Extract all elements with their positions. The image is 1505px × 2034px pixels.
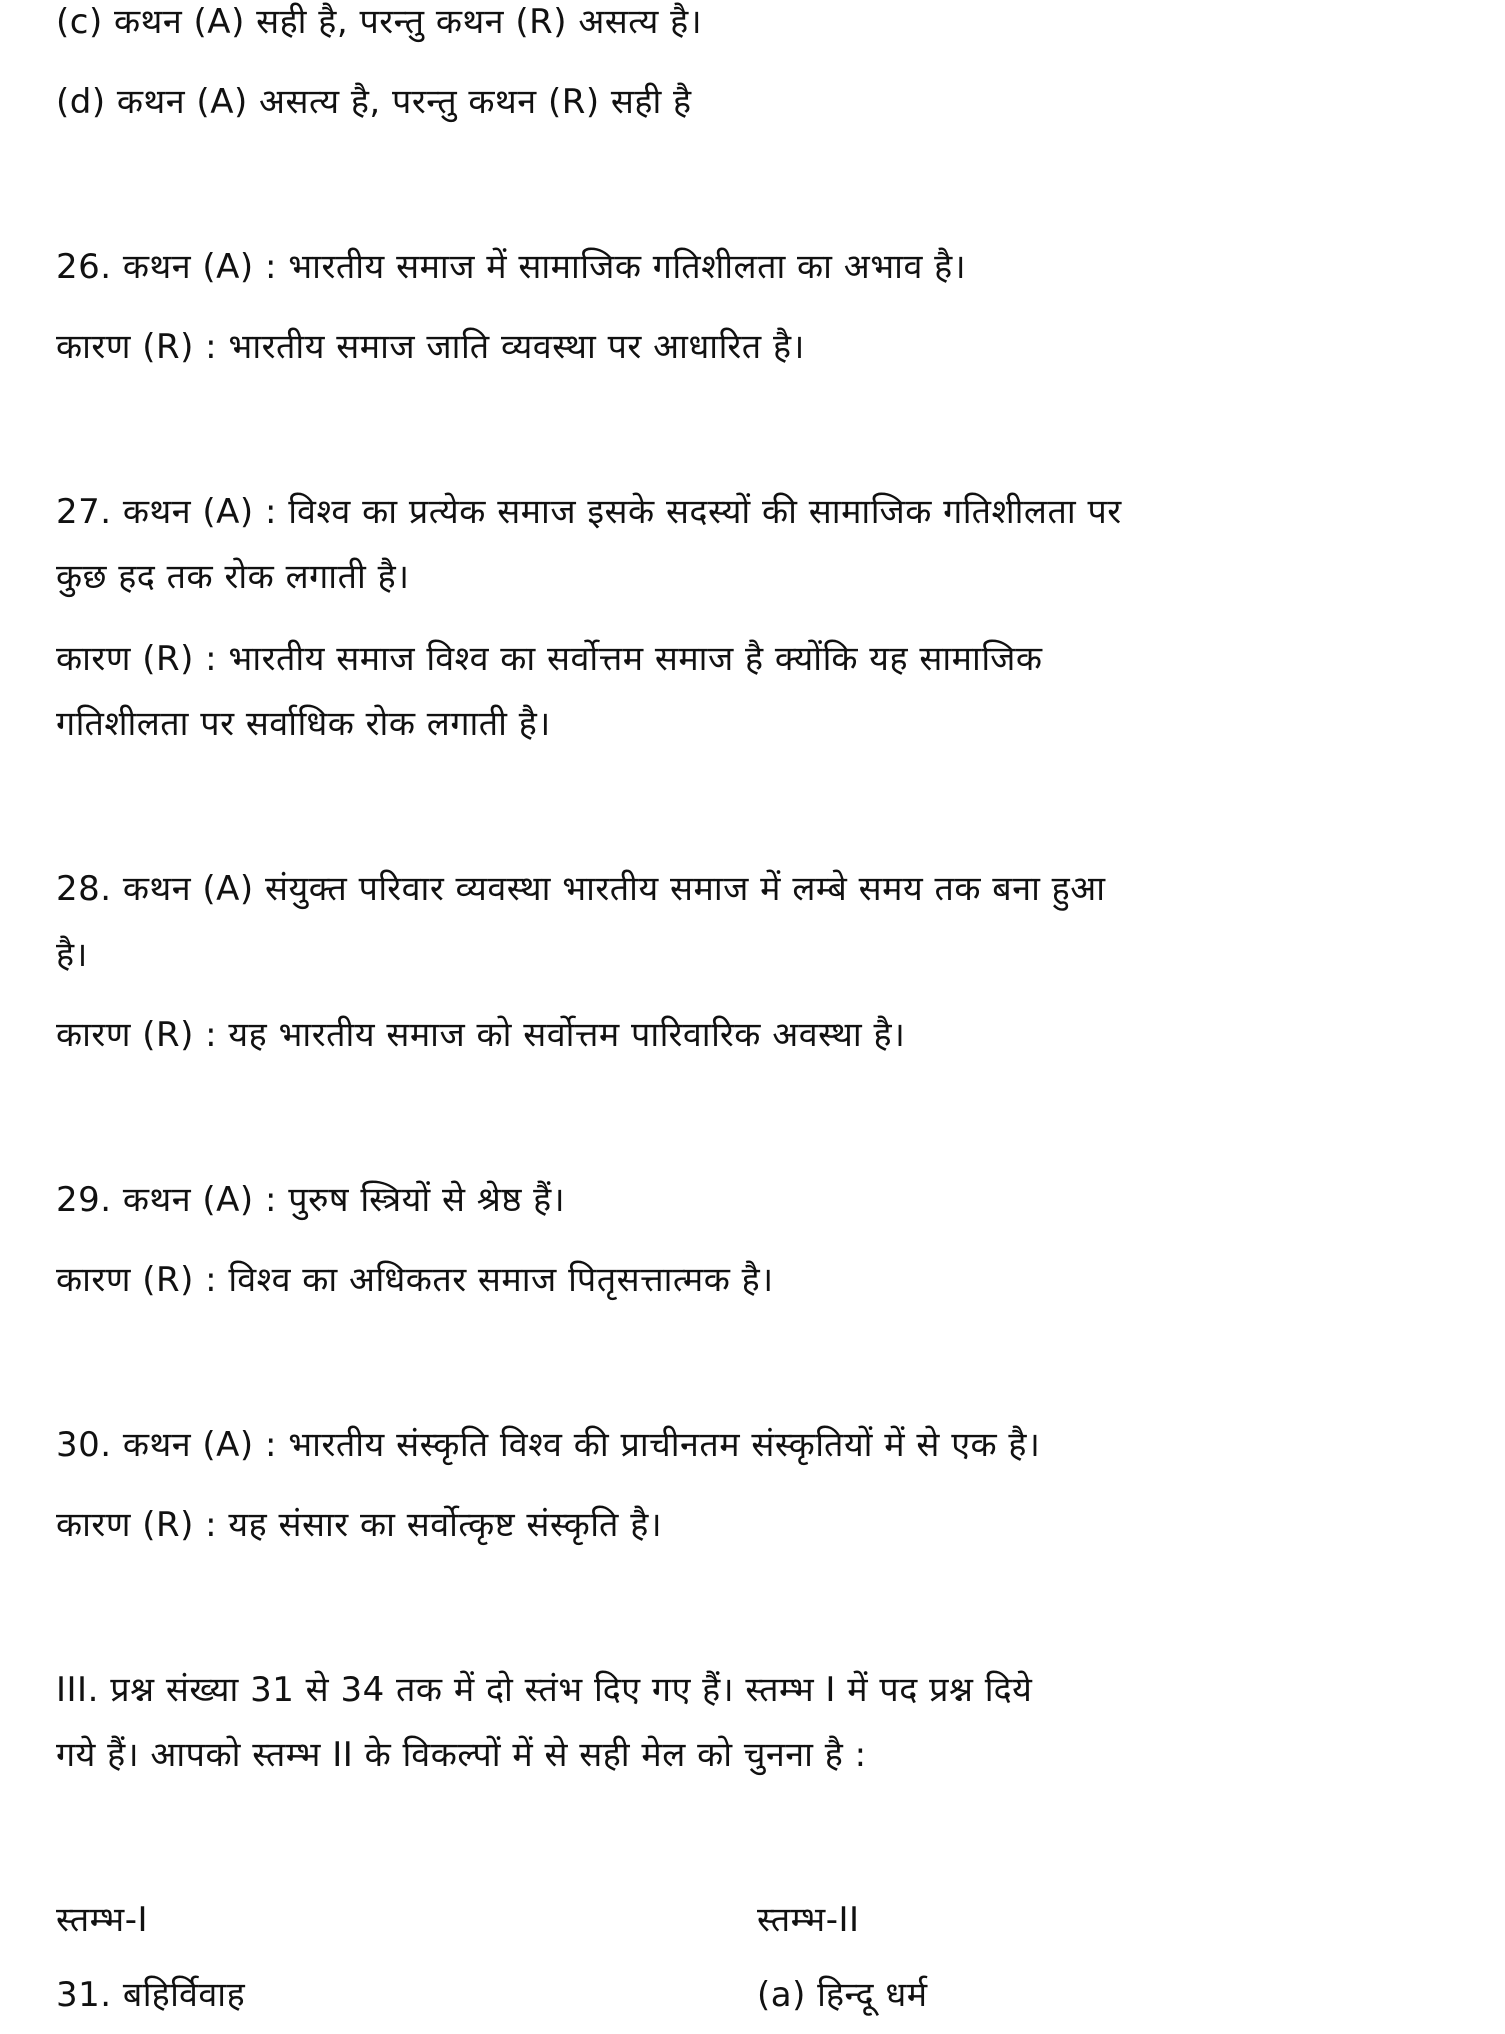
row1-left: 31. बहिर्विवाह: [56, 1975, 246, 2015]
q27-reason-line1: कारण (R) : भारतीय समाज विश्व का सर्वोत्तम समाज है क्योंकि यह सामाजिक: [56, 639, 1043, 679]
q27-assertion-line1: 27. कथन (A) : विश्व का प्रत्येक समाज इसके सदस्यों की सामाजिक गतिशीलता पर: [56, 492, 1122, 532]
q26-assertion: 26. कथन (A) : भारतीय समाज में सामाजिक गतिशीलता का अभाव है।: [56, 247, 967, 287]
q27-assertion-line2: कुछ हद तक रोक लगाती है।: [56, 557, 410, 597]
q27-reason-line2: गतिशीलता पर सर्वाधिक रोक लगाती है।: [56, 704, 551, 744]
q28-reason: कारण (R) : यह भारतीय समाज को सर्वोत्तम पारिवारिक अवस्था है।: [56, 1015, 906, 1055]
column1-header: स्तम्भ-I: [56, 1900, 149, 1940]
q30-assertion: 30. कथन (A) : भारतीय संस्कृति विश्व की प्राचीनतम संस्कृतियों में से एक है।: [56, 1425, 1041, 1465]
section3-instruction-line1: III. प्रश्न संख्या 31 से 34 तक में दो स्तंभ दिए गए हैं। स्तम्भ I में पद प्रश्न दिये: [56, 1670, 1033, 1710]
option-d: (d) कथन (A) असत्य है, परन्तु कथन (R) सही है: [56, 82, 692, 122]
option-c: (c) कथन (A) सही है, परन्तु कथन (R) असत्य है।: [56, 2, 703, 42]
q29-reason: कारण (R) : विश्व का अधिकतर समाज पितृसत्तात्मक है।: [56, 1260, 774, 1300]
column2-header: स्तम्भ-II: [757, 1900, 860, 1940]
q28-assertion-line1: 28. कथन (A) संयुक्त परिवार व्यवस्था भारतीय समाज में लम्बे समय तक बना हुआ: [56, 869, 1106, 909]
q29-assertion: 29. कथन (A) : पुरुष स्त्रियों से श्रेष्ठ हैं।: [56, 1180, 566, 1220]
section3-instruction-line2: गये हैं। आपको स्तम्भ II के विकल्पों में से सही मेल को चुनना है :: [56, 1735, 867, 1775]
row1-right: (a) हिन्दू धर्म: [757, 1975, 928, 2015]
q28-assertion-line2: है।: [56, 935, 88, 975]
q30-reason: कारण (R) : यह संसार का सर्वोत्कृष्ट संस्कृति है।: [56, 1505, 663, 1545]
q26-reason: कारण (R) : भारतीय समाज जाति व्यवस्था पर आधारित है।: [56, 327, 805, 367]
